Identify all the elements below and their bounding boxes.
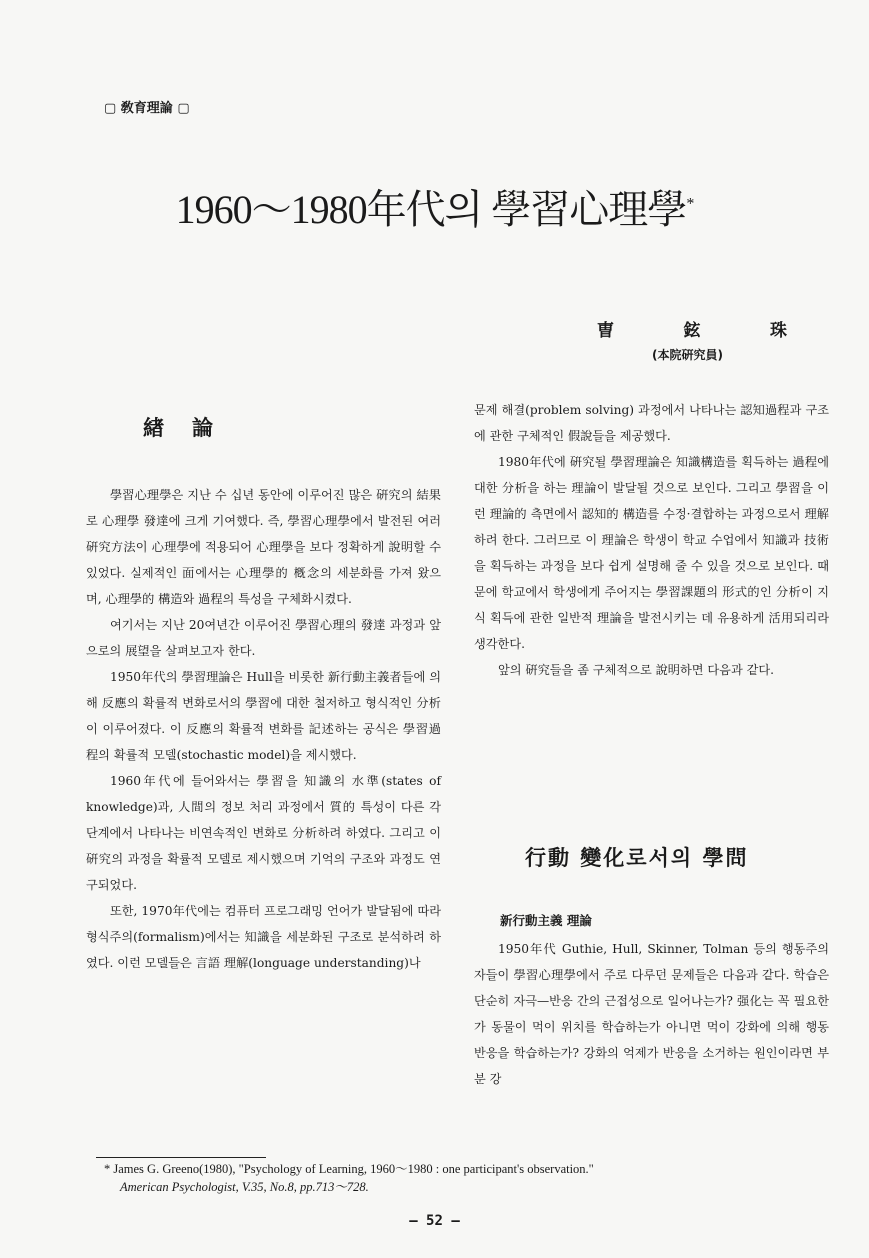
paragraph: 앞의 硏究들을 좀 구체적으로 說明하면 다음과 같다. [498, 663, 775, 677]
author-char-1: 曺 [597, 321, 614, 341]
behavior-heading: 行動 變化로서의 學問 [525, 846, 749, 870]
footnote-divider [96, 1157, 266, 1158]
footnote-line-2: American Psychologist, V.35, No.8, pp.713～728. [120, 1180, 369, 1194]
footnote-mark: * [686, 195, 694, 213]
author-affiliation: (本院硏究員) [652, 348, 723, 362]
paragraph: 1980年代에 硏究될 學習理論은 知識構造를 획득하는 過程에 대한 分析을 하는 理論이 발달될 것으로 보인다. 그리고 學習을 이런 理論的 측면에서 認知的 構造를 수정·결합하는 과정으로서 理解하려 한다. 그러므로 이 理論은 학생이 학교 수업에서 知識과 技術을 획득하는 과정을 보다 쉽게 설명해 줄 수 있을 것으로 보인다. 때문에 학교에서 학생에게 주어지는 學習課題의 形式的인 分析이 지식 획득에 관한 일반적 理論을 발전시키는 데 유용하게 活用되리라 생각한다. [474, 455, 829, 651]
page-number: — 52 — [409, 1213, 460, 1229]
intro-heading: 緖論 [143, 416, 241, 440]
right-column [474, 397, 829, 683]
author-char-2: 鉉 [683, 321, 701, 341]
paragraph: 1950年代의 學習理論은 Hull을 비롯한 新行動主義者들에 의해 反應의 확률적 변화로서의 學習에 대한 철저하고 형식적인 分析이 이루어졌다. 이 反應의 확률적 변화를 記述하는 공식은 學習過程의 확률적 모델(stochastic model)을 제시했다. [86, 670, 441, 762]
left-column [86, 482, 441, 976]
paragraph: 1950年代 Guthie, Hull, Skinner, Tolman 등의 행동주의자들이 學習心理學에서 주로 다루던 문제들은 다음과 같다. 학습은 단순히 자극—반응 간의 근접성으로 일어나는가? 强化는 꼭 필요한가 동물이 먹이 위치를 학습하는가 아니면 먹이 강화에 의해 행동 반응을 학습하는가? 강화의 억제가 반응을 소거하는 원인이라면 부분 강 [474, 942, 829, 1086]
author-name [597, 316, 787, 341]
paragraph: 여기서는 지난 20여년간 이루어진 學習心理의 發達 과정과 앞으로의 展望을 살펴보고자 한다. [86, 618, 441, 658]
right-column-lower [474, 936, 829, 1092]
article-title-text: 1960～1980年代의 學習心理學 [175, 187, 687, 232]
paragraph: 學習心理學은 지난 수 십년 동안에 이루어진 많은 硏究의 結果로 心理學 發達에 크게 기여했다. 즉, 學習心理學에서 발전된 여러 硏究方法이 心理學에 적용되어 心理學을 보다 정확하게 說明할 수 있었다. 실제적인 面에서는 心理學的 槪念의 세분화를 가져 왔으며, 心理學的 構造와 過程의 특성을 구체화시켰다. [86, 488, 441, 606]
paragraph: 1960年代에 들어와서는 學習을 知識의 水準(states of knowledge)과, 人間의 정보 처리 과정에서 質的 특성이 다른 각 단계에서 나타나는 비연속적인 변화로 分析하려 하였다. 그리고 이 硏究의 과정을 확률적 모델로 제시했으며 기억의 구조와 과정도 연구되었다. [86, 774, 441, 892]
paragraph: 또한, 1970年代에는 컴퓨터 프로그래밍 언어가 발달됨에 따라 형식주의(formalism)에서는 知識을 세분화된 구조로 분석하려 하였다. 이런 모델들은 言語 理解(longuage understanding)나 [86, 904, 441, 970]
neo-behaviorism-subheading: 新行動主義 理論 [500, 913, 592, 928]
section-header-tag: ▢ 敎育理論 ▢ [104, 101, 190, 116]
author-char-3: 珠 [770, 321, 787, 341]
article-title [0, 178, 869, 235]
footnote-line-1: * James G. Greeno(1980), "Psychology of Learning, 1960～1980 : one participant's observation." [104, 1162, 594, 1176]
paragraph: 문제 해결(problem solving) 과정에서 나타나는 認知過程과 구조에 관한 구체적인 假說들을 제공했다. [474, 403, 829, 443]
footnote [104, 1160, 844, 1196]
